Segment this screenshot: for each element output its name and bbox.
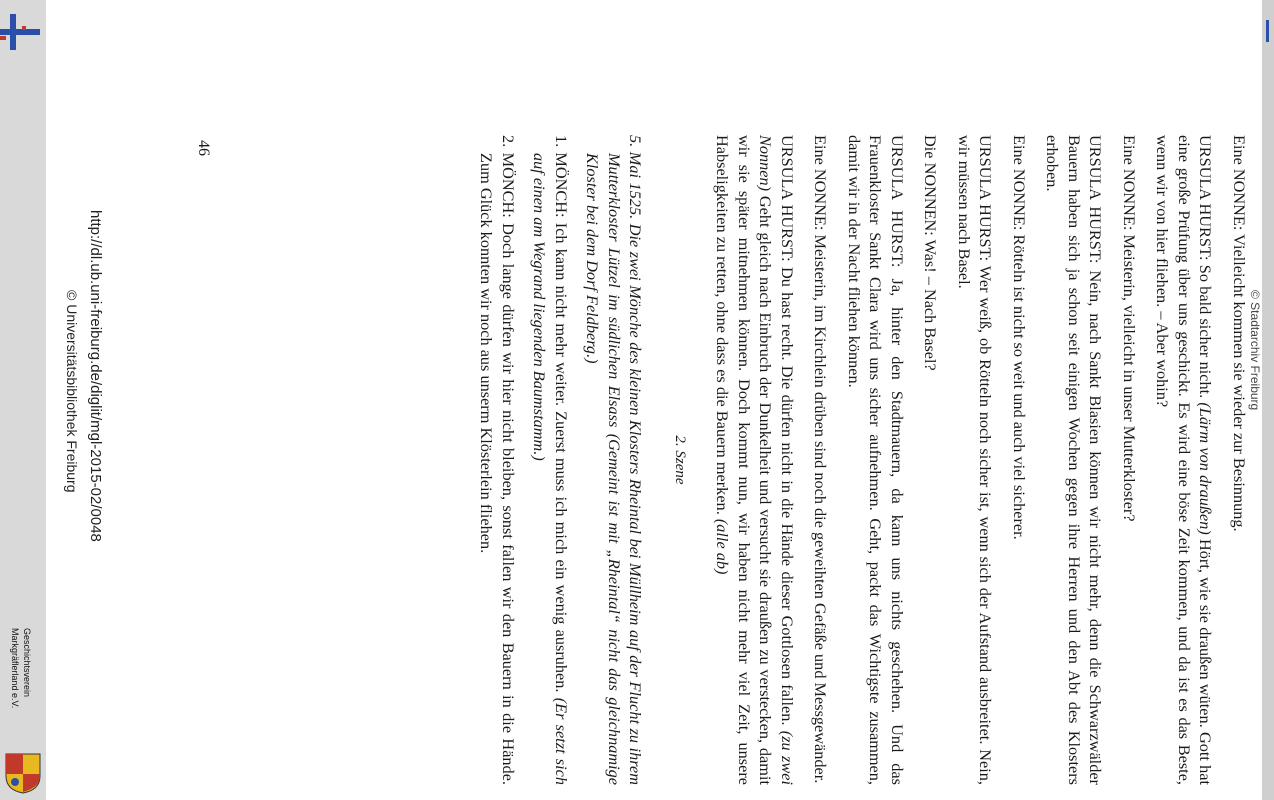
header-cut-text: © Stadtarchiv Freiburg (1248, 290, 1262, 411)
document-page (46, 0, 1262, 800)
paragraph: Die NONNEN: Was! – Nach Basel? (921, 135, 941, 371)
right-margin-strip (1262, 0, 1274, 800)
source-url[interactable]: http://dl.ub.uni-freiburg.de/diglit/mgl-2015-02/0048 (87, 210, 104, 542)
left-margin-strip (0, 0, 46, 800)
paragraph: URSULA HURST: Ja, hinter den Stadtmauern, da kann uns nichts geschehen. Und das Frauenkloster Sankt Clara wird uns sicher aufnehmen. Geht, packt das Wichtigste zusammen, damit wir in der Nacht fliehen können. (845, 135, 907, 785)
paragraph: Eine NONNE: Vielleicht kommen sie wieder zur Besinnung. (1230, 135, 1249, 532)
edge-logo-icon (1264, 20, 1272, 42)
paragraph: URSULA HURST: So bald sicher nicht. (Lärm von draußen) Hört, wie sie draußen wüten. Gott hat eine große Prüfung über uns geschickt. Es wird eine böse Zeit kommen, und da ist es das Beste, wenn wir von hier fliehen. – Aber wohin? (1153, 135, 1216, 785)
paragraph: Eine NONNE: Rötteln ist nicht so weit und auch viel sicherer. (1010, 135, 1029, 540)
paragraph: Eine NONNE: Meisterin, vielleicht in unser Mutterkloster? (1120, 135, 1139, 522)
dialogue-line: 2. MÖNCH: Doch lange dürfen wir hier nicht bleiben, sonst fallen wir den Bauern in die Hände. Zum Glück konnten wir noch aus unserm Klösterlein fliehen. (477, 135, 518, 785)
scene-title: 2. Szene (672, 435, 688, 485)
publisher-line-2: Markgräflerland e.V. (10, 628, 20, 709)
dialogue-line: 1. MÖNCH: Ich kann nicht mehr weiter. Zuerst muss ich mich ein wenig ausruhen. (Er setzt sich auf einen am Wegrand liegenden Baumstamm.) (530, 135, 571, 786)
publisher-label (8, 628, 48, 738)
text-column (476, 135, 1250, 785)
publisher-line-1: Geschichtsverein (22, 628, 32, 698)
copyright-notice: © Universitätsbibliothek Freiburg (64, 290, 80, 493)
paragraph: URSULA HURST: Du hast recht. Die dürfen nicht in die Hände dieser Gottlosen fallen. (zu zwei Nonnen) Geht gleich nach Einbruch der Dunkelheit und versucht sie draußen zu verstecken, damit wir sie später mitnehmen können. Doch kommt nun, wir haben nicht mehr viel Zeit, unsere Habseligkeiten zu retten, ohne dass es die Bauern merken. (alle ab) (713, 135, 797, 785)
paragraph: URSULA HURST: Nein, nach Sankt Blasien können wir nicht mehr, denn die Schwarzwälder Bauern haben sich ja schon seit einigen Wochen gegen ihre Herren und den Abt des Klosters erhoben. (1043, 135, 1106, 785)
ub-freiburg-logo-icon (0, 14, 40, 50)
paragraph: Eine NONNE: Meisterin, im Kirchlein drüben sind noch die geweihten Gefäße und Messgewänder. (811, 135, 831, 784)
page-number: 46 (195, 140, 212, 156)
paragraph: URSULA HURST: Wer weiß, ob Rötteln noch sicher ist, wenn sich der Aufstand ausbreitet. Nein, wir müssen nach Basel. (955, 135, 996, 785)
coat-of-arms-icon (4, 752, 42, 794)
stage-direction: 5. Mai 1525. Die zwei Mönche des kleinen Klosters Rheintal bei Müllheim auf der Flucht zu ihrem Mutterkloster Lützel im südlichen Elsass (Gemeint ist mit „Rheintal“ nicht das gleichnamige Kloster bei dem Dorf Feldberg.) (583, 135, 646, 785)
